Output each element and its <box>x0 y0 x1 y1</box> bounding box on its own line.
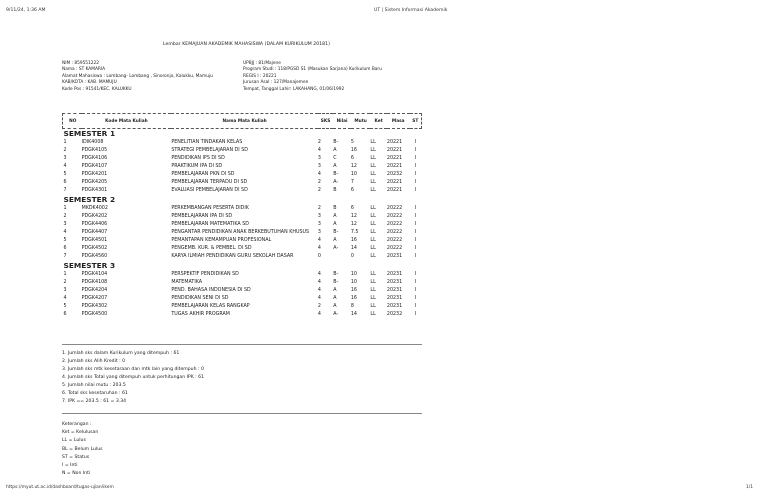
table-row <box>63 253 422 261</box>
legend-list <box>62 421 103 478</box>
table-row <box>63 205 422 213</box>
cell-masa: 20222 <box>386 230 403 235</box>
cell-nama: PENGEMB. KUR. & PEMBEL. DI SD <box>171 246 252 251</box>
cell-no: 3 <box>63 288 67 293</box>
cell-ket: LL <box>370 148 376 153</box>
cell-st: I <box>414 156 417 161</box>
cell-sks: 2 <box>317 206 321 211</box>
cell-ket: LL <box>370 230 376 235</box>
table-row <box>63 147 422 155</box>
cell-nilai: A- <box>333 246 339 251</box>
cell-ket: LL <box>370 304 376 309</box>
table-row <box>63 303 422 311</box>
cell-sks: 4 <box>317 148 321 153</box>
cell-mutu: 16 <box>350 288 357 293</box>
table-row <box>63 187 422 195</box>
cell-masa: 20231 <box>386 254 403 259</box>
student-info-left <box>62 61 213 93</box>
cell-st: I <box>414 164 417 169</box>
cell-mutu: 10 <box>350 172 357 177</box>
semester-heading: SEMESTER 3 <box>63 261 116 270</box>
cell-masa: 20221 <box>386 140 403 145</box>
cell-st: I <box>414 222 417 227</box>
cell-nilai: A <box>333 304 337 309</box>
grades-table <box>62 113 422 319</box>
cell-sks: 4 <box>317 272 321 277</box>
cell-mutu: 5 <box>350 140 354 145</box>
divider-summary <box>62 344 422 345</box>
table-row <box>63 213 422 221</box>
cell-st: I <box>414 140 417 145</box>
cell-kode: PDGK4406 <box>81 222 108 227</box>
cell-mutu: 8 <box>350 304 354 309</box>
table-row <box>63 139 422 147</box>
cell-nama: PEMBELAJARAN PKN DI SD <box>171 172 235 177</box>
cell-masa: 20221 <box>386 180 403 185</box>
divider-legend <box>62 413 422 414</box>
student-city: KAB/KOTA : KAB. MAMUJU <box>62 80 117 86</box>
cell-masa: 20221 <box>386 156 403 161</box>
cell-nilai: A <box>333 296 337 301</box>
cell-masa: 20222 <box>386 222 403 227</box>
summary-item: 2. Jumlah sks Alih Kredit : 0 <box>62 359 126 364</box>
cell-nama: PENELITIAN TINDAKAN KELAS <box>171 140 243 145</box>
student-info-right <box>243 61 382 93</box>
cell-ket: LL <box>370 246 376 251</box>
cell-ket: LL <box>370 296 376 301</box>
table-row <box>63 171 422 179</box>
cell-masa: 20231 <box>386 288 403 293</box>
cell-sks: 4 <box>317 288 321 293</box>
cell-mutu: 0 <box>350 254 354 259</box>
cell-mutu: 7 <box>350 180 354 185</box>
cell-nama: MATEMATIKA <box>171 280 203 285</box>
cell-masa: 20222 <box>386 238 403 243</box>
summary-item: 1. Jumlah sks dalam Kurikulum yang ditempuh : 61 <box>62 351 180 356</box>
cell-sks: 2 <box>317 180 321 185</box>
cell-st: I <box>414 272 417 277</box>
col-header-ket: Ket <box>370 114 387 129</box>
cell-ket: LL <box>370 214 376 219</box>
print-page-number: 1/1 <box>746 485 754 490</box>
cell-nama: STRATEGI PEMBELAJARAN DI SD <box>171 148 248 153</box>
cell-no: 2 <box>63 148 67 153</box>
legend-item: BL = Belum Lulus <box>62 446 103 452</box>
cell-st: I <box>414 214 417 219</box>
cell-st: I <box>414 206 417 211</box>
cell-mutu: 12 <box>350 164 357 169</box>
cell-kode: PDGK4501 <box>81 238 108 243</box>
cell-ket: LL <box>370 222 376 227</box>
cell-mutu: 6 <box>350 156 354 161</box>
print-url: https://myut.ut.ac.id/dashboard/tugas-ujian/ikem <box>6 485 114 490</box>
cell-mutu: 6 <box>350 206 354 211</box>
table-row <box>63 279 422 287</box>
cell-no: 3 <box>63 222 67 227</box>
summary-item: 7. IPK == 203.5 : 61 = 3.34 <box>62 399 127 404</box>
cell-ket: LL <box>370 280 376 285</box>
student-upbjj: UPBJJ : 81/Majene <box>243 61 281 66</box>
grades-body <box>63 129 422 320</box>
cell-no: 6 <box>63 180 67 185</box>
table-row <box>63 287 422 295</box>
cell-kode: PDGK4201 <box>81 172 108 177</box>
cell-nama: PEMBELAJARAN IPA DI SD <box>171 214 233 219</box>
cell-sks: 4 <box>317 296 321 301</box>
cell-ket: LL <box>370 206 376 211</box>
summary-list <box>62 350 204 406</box>
cell-kode: PDGK4301 <box>81 188 108 193</box>
cell-no: 7 <box>63 254 67 259</box>
student-regis: REGIS I : 20221 <box>243 73 277 79</box>
cell-kode: PDGK4560 <box>81 254 108 259</box>
cell-nilai: A <box>333 288 337 293</box>
cell-mutu: 10 <box>350 272 357 277</box>
cell-kode: PDGK4302 <box>81 304 108 309</box>
cell-ket: LL <box>370 164 376 169</box>
cell-mutu: 10 <box>350 280 357 285</box>
cell-st: I <box>414 288 417 293</box>
cell-no: 7 <box>63 188 67 193</box>
summary-item: 4. Jumlah sks Total yang ditempuh untuk perhitungan IPK : 61 <box>62 375 205 380</box>
cell-ket: LL <box>370 312 376 317</box>
col-header-no: NO <box>63 114 82 129</box>
col-header-st: ST <box>410 114 422 129</box>
cell-sks: 0 <box>317 254 321 259</box>
legend-item: N = Non Inti <box>62 471 91 477</box>
cell-st: I <box>414 296 417 301</box>
table-row <box>63 163 422 171</box>
cell-no: 1 <box>63 206 67 211</box>
cell-st: I <box>414 238 417 243</box>
cell-kode: PDGK4107 <box>81 164 108 169</box>
cell-mutu: 16 <box>350 238 357 243</box>
cell-st: I <box>414 172 417 177</box>
semester-heading-row <box>63 195 422 205</box>
cell-no: 4 <box>63 164 67 169</box>
col-header-mutu: Mutu <box>351 114 371 129</box>
cell-sks: 3 <box>317 164 321 169</box>
cell-sks: 2 <box>317 188 321 193</box>
table-row <box>63 155 422 163</box>
cell-st: I <box>414 180 417 185</box>
cell-kode: PDGK4108 <box>81 280 108 285</box>
cell-ket: LL <box>370 288 376 293</box>
cell-no: 4 <box>63 230 67 235</box>
cell-no: 6 <box>63 246 67 251</box>
student-birth: Tempat, Tanggal Lahir: LAKAHANG, 01/06/1992 <box>243 86 345 92</box>
semester-heading: SEMESTER 2 <box>63 195 116 204</box>
cell-masa: 20222 <box>386 214 403 219</box>
cell-kode: MKDK4002 <box>81 206 108 211</box>
cell-nama: PERSPEKTIF PENDIDIKAN SD <box>171 272 239 277</box>
cell-nilai: B- <box>333 280 339 285</box>
student-name: Nama : ST KAMARIA <box>62 67 106 73</box>
cell-nilai: B <box>333 206 337 211</box>
cell-sks: 3 <box>317 214 321 219</box>
cell-ket: LL <box>370 156 376 161</box>
cell-masa: 20231 <box>386 296 403 301</box>
table-header-row <box>63 114 422 129</box>
cell-no: 1 <box>63 272 67 277</box>
cell-masa: 20232 <box>386 312 403 317</box>
cell-nilai: A <box>333 164 337 169</box>
cell-nama: PENDIDIKAN IPS DI SD <box>171 156 225 161</box>
cell-kode: PDGK4202 <box>81 214 108 219</box>
cell-sks: 2 <box>317 140 321 145</box>
cell-ket: LL <box>370 172 376 177</box>
cell-nilai: B- <box>333 272 339 277</box>
cell-nama: KARYA ILMIAH PENDIDIKAN GURU SEKOLAH DASAR <box>171 254 294 259</box>
cell-sks: 4 <box>317 280 321 285</box>
student-major: Jurusan Asal : 127/Manajemen <box>243 80 309 86</box>
cell-kode: PDGK4106 <box>81 156 108 161</box>
cell-nilai <box>333 253 351 261</box>
table-row <box>63 179 422 187</box>
cell-sks: 3 <box>317 230 321 235</box>
cell-st: I <box>414 304 417 309</box>
semester-heading-row <box>63 129 422 140</box>
col-header-nama: Nama Mata Kuliah <box>171 114 317 129</box>
cell-nilai: B <box>333 188 337 193</box>
cell-ket: LL <box>370 238 376 243</box>
cell-no: 4 <box>63 296 67 301</box>
cell-masa: 20231 <box>386 272 403 277</box>
cell-no: 1 <box>63 140 67 145</box>
cell-nilai: A <box>333 148 337 153</box>
cell-sks: 3 <box>317 222 321 227</box>
cell-no: 5 <box>63 172 67 177</box>
cell-mutu: 6 <box>350 188 354 193</box>
cell-masa: 20221 <box>386 188 403 193</box>
cell-sks: 4 <box>317 238 321 243</box>
cell-mutu: 16 <box>350 148 357 153</box>
cell-nilai: A- <box>333 312 339 317</box>
cell-no: 2 <box>63 214 67 219</box>
cell-st: I <box>414 280 417 285</box>
cell-nama: PEMBELAJARAN MATEMATIKA SD <box>171 222 249 227</box>
cell-sks: 2 <box>317 304 321 309</box>
print-page-title: UT | Sistem Informasi Akademik <box>374 8 448 13</box>
cell-ket: LL <box>370 272 376 277</box>
cell-no: 6 <box>63 312 67 317</box>
legend-item: ST = Status <box>62 454 90 460</box>
cell-kode: PDGK4500 <box>81 312 108 317</box>
col-header-sks: SKS <box>318 114 333 129</box>
cell-kode: IDIK4008 <box>81 140 104 145</box>
cell-mutu: 7.5 <box>350 230 359 235</box>
cell-nama: PEMANTAPAN KEMAMPUAN PROFESIONAL <box>171 238 272 243</box>
print-datetime: 9/11/24, 1:36 AM <box>6 8 46 13</box>
cell-st: I <box>414 148 417 153</box>
cell-st: I <box>414 246 417 251</box>
cell-no: 2 <box>63 280 67 285</box>
cell-nilai: C <box>333 156 337 161</box>
cell-nama: PRAKTIKUM IPA DI SD <box>171 164 223 169</box>
cell-nama: PEND. BAHASA INDONESIA DI SD <box>171 288 251 293</box>
cell-kode: PDGK4205 <box>81 180 108 185</box>
legend-item: LL = Lulus <box>62 438 86 444</box>
cell-nama: TUGAS AKHIR PROGRAM <box>171 312 230 317</box>
semester-heading: SEMESTER 1 <box>63 129 116 138</box>
cell-kode: PDGK4502 <box>81 246 108 251</box>
cell-kode: PDGK4407 <box>81 230 108 235</box>
cell-st: I <box>414 312 417 317</box>
cell-ket: LL <box>370 180 376 185</box>
table-row <box>63 271 422 279</box>
cell-nilai: A- <box>333 180 339 185</box>
student-postal-code: Kode Pos : 91541/KEC. KALUKKU <box>62 86 132 92</box>
cell-st: I <box>414 188 417 193</box>
cell-ket: LL <box>370 254 376 259</box>
cell-masa: 20231 <box>386 304 403 309</box>
cell-mutu: 14 <box>350 312 357 317</box>
cell-nilai: A <box>333 238 337 243</box>
cell-sks: 4 <box>317 312 321 317</box>
cell-sks: 4 <box>317 172 321 177</box>
cell-nama: PEMBELAJARAN KELAS RANGKAP <box>171 304 250 309</box>
student-program: Program Studi : 118/PGSD S1 (Masukan Sarjana) Kurikulum Baru <box>243 67 382 73</box>
col-header-masa: Masa <box>387 114 410 129</box>
cell-kode: PDGK4105 <box>81 148 108 153</box>
cell-sks: 4 <box>317 246 321 251</box>
table-row <box>63 311 422 319</box>
cell-st: I <box>414 254 417 259</box>
cell-mutu: 16 <box>350 296 357 301</box>
table-row <box>63 221 422 229</box>
cell-masa: 20232 <box>386 172 403 177</box>
cell-no: 3 <box>63 156 67 161</box>
col-header-kode: Kode Mata Kuliah <box>82 114 172 129</box>
cell-masa: 20221 <box>386 148 403 153</box>
cell-mutu: 12 <box>350 214 357 219</box>
cell-nama: PEMBELAJARAN TERPADU DI SD <box>171 180 248 185</box>
cell-st: I <box>414 230 417 235</box>
legend-item: I = Inti <box>62 463 78 469</box>
cell-masa: 20221 <box>386 164 403 169</box>
cell-kode: PDGK4204 <box>81 288 108 293</box>
table-row <box>63 295 422 303</box>
cell-nama: PERKEMBANGAN PESERTA DIDIK <box>171 206 249 211</box>
legend-title: Keterangan : <box>62 422 92 427</box>
summary-item: 3. Jumlah sks mtk kesetaraan dan mtk lain yang ditempuh : 0 <box>62 367 204 372</box>
cell-nama: PENDIDIKAN SENI DI SD <box>171 296 229 301</box>
cell-no: 5 <box>63 304 67 309</box>
cell-kode: PDGK4104 <box>81 272 108 277</box>
legend-item: Ket = Kelulusan <box>62 430 99 436</box>
cell-nilai: B- <box>333 230 339 235</box>
cell-ket: LL <box>370 140 376 145</box>
table-row <box>63 245 422 253</box>
cell-nilai: B- <box>333 140 339 145</box>
semester-heading-row <box>63 261 422 271</box>
cell-no: 5 <box>63 238 67 243</box>
summary-item: 6. Total sks kesetaruhan : 61 <box>62 391 128 396</box>
student-address: Alamat Mahasiswa : Lombang- Lombang , Sinoronjo, Kalukku, Mamuju <box>62 73 213 79</box>
cell-nama: PENGANTAR PENDIDIKAN ANAK BERKEBUTUHAN KHUSUS <box>171 230 310 235</box>
cell-nilai: A <box>333 214 337 219</box>
cell-masa: 20222 <box>386 206 403 211</box>
cell-sks: 3 <box>317 156 321 161</box>
table-row <box>63 229 422 237</box>
cell-nilai: A <box>333 222 337 227</box>
student-nim: NIM : 859551222 <box>62 61 99 66</box>
cell-masa: 20231 <box>386 280 403 285</box>
document-title: Lembar KEMAJUAN AKADEMIK MAHASISWA (DALAM KURIKULUM 20181) <box>163 42 330 47</box>
cell-mutu: 14 <box>350 246 357 251</box>
col-header-nilai: Nilai <box>333 114 351 129</box>
cell-mutu: 12 <box>350 222 357 227</box>
cell-masa: 20222 <box>386 246 403 251</box>
table-row <box>63 237 422 245</box>
cell-nama: EVALUASI PEMBELAJARAN DI SD <box>171 188 248 193</box>
cell-nilai: B- <box>333 172 339 177</box>
cell-kode: PDGK4207 <box>81 296 108 301</box>
cell-ket: LL <box>370 188 376 193</box>
summary-item: 5. Jumlah nilai mutu : 203.5 <box>62 383 126 388</box>
